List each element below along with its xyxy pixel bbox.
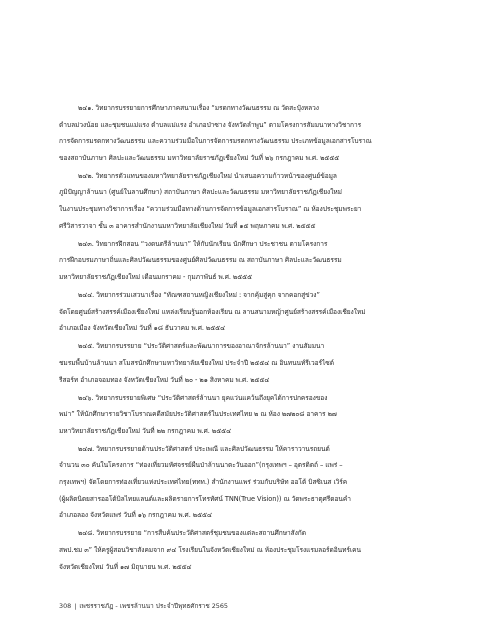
entry-text-line: อำเภอลอง จังหวัดแพร่ วันที่ ๑๖ กรกฎาคม พ.ศ. ๒๕๕๔ <box>59 511 212 520</box>
entry-text-line: ภูมิปัญญาล้านนา (ศูนย์ในลานศึกษา) สถาบันภาษา ศิลปะและวัฒนธรรม มหาวิทยาลัยราชภัฏเชียงใหม่ <box>59 188 342 197</box>
entry-text-line: การจัดการมรดกทางวัฒนธรรม และความร่วมมือในการจัดการมรดกทางวัฒนธรรม ประเภทข้อมูลเอกสารโบราณ <box>59 137 372 146</box>
entry-text-line: สพป.ชม ๓” ให้ครูผู้สอนวิชาสังคมจาก ๙๔ โรงเรียนในจังหวัดเชียงใหม่ ณ ห้องประชุมโรงแรมลอร์ดอินทร์เคน <box>59 545 361 554</box>
list-item <box>59 287 472 337</box>
page-footer <box>59 601 228 611</box>
list-item <box>59 525 472 575</box>
entry-text-line: รีสอร์ท อำเภอจอมทอง จังหวัดเชียงใหม่ วันที่ ๒๐ - ๒๑ สิงหาคม พ.ศ. ๒๕๕๔ <box>59 375 270 384</box>
list-item <box>59 100 472 166</box>
book-title: เพชรราชภัฏ - เพชรล้านนา ประจำปีพุทธศักราช 2565 <box>79 602 229 610</box>
entry-text-line: พม่า” ให้นักศึกษารายวิชาโบราณคดีสมัยประวัติศาสตร์ในประเทศไทย ๒ ณ ห้อง ๒๗๒๐๘ อาคาร ๒๗ <box>59 410 337 419</box>
entry-text-line: จำนวน ๓๐ คันในโครงการ “ท่องเที่ยวมหัศจรรย์ผืนป่าล้านนาตะวันออก”(กรุงเทพฯ – อุตรดิตถ์ – แพร่ – <box>59 461 343 470</box>
entry-text-line: จัดโดยศูนย์สร้างสรรค์เมืองเชียงใหม่ แหล่งเรียนรู้นอกห้องเรียน ณ ลานสนามหญ้าศูนย์สร้างสรรค์เมืองเชียงใหม่ <box>59 307 366 316</box>
list-item <box>59 168 472 234</box>
list-item <box>59 338 472 388</box>
entry-text-line: ๒๔๗. วิทยากรบรรยายด้านประวัติศาสตร์ ประเพณี และศิลปวัฒนธรรม ให้คาราวานรถยนต์ <box>78 444 330 453</box>
entry-text-line: อำเภอเมือง จังหวัดเชียงใหม่ วันที่ ๑๘ ธันวาคม พ.ศ. ๒๕๕๔ <box>59 324 226 333</box>
entry-text-line: การฝึกอบรมภาษาถิ่นและศิลปวัฒนธรรมของศูนย์ศิลปวัฒนธรรม ณ สถาบันภาษา ศิลปะและวัฒนธรรม <box>59 256 342 265</box>
entry-text-line: ศรีวิสารวาจา ชั้น ๓ อาคารสำนักงานมหาวิทยาลัยเชียงใหม่ วันที่ ๑๕ พฤษภาคม พ.ศ. ๒๕๕๕ <box>59 221 316 230</box>
entry-text-line: ๒๔๑. วิทยากรบรรยายการศึกษาภาคสนามเรื่อง “มรดกทางวัฒนธรรม ณ วัดสะปุ๋งหลวง <box>78 104 319 112</box>
entry-text-line: มหาวิทยาลัยราชภัฏเชียงใหม่ เดือนมกราคม - กุมภาพันธ์ พ.ศ. ๒๕๕๕ <box>59 272 253 281</box>
entry-text-line: ๒๔๘. วิทยากรบรรยาย “การสืบค้นประวัติศาสตร์ชุมชนของแต่ละสถานศึกษาสังกัด <box>78 529 306 538</box>
footer-separator: | <box>74 602 77 610</box>
entry-text-line: ๒๔๕. วิทยากรบรรยาย “ประวัติศาสตร์และพัฒนาการของอาณาจักรล้านนา” งานสัมมนา <box>78 342 325 351</box>
entry-text-line: ชมรมพื้นบ้านล้านนา สโมสรนักศึกษามหาวิทยาลัยเชียงใหม่ ประจำปี ๒๕๕๔ ณ อินทนนท์รีเวอร์ไซด์ <box>59 358 334 367</box>
entry-text-line: ๒๔๔. วิทยากรร่วมเสวนาเรื่อง “ทัณฑสถานหญิงเชียงใหม่ : จากคุ้มสู่คุก จากคอกสู่ข่วง” <box>78 291 320 300</box>
entry-text-line: มหาวิทยาลัยราชภัฏเชียงใหม่ วันที่ ๒๒ กรกฎาคม พ.ศ. ๒๕๕๔ <box>59 426 232 435</box>
entry-text-line: ๒๔๒. วิทยากรตัวแทนของมหาวิทยาลัยราชภัฏเชียงใหม่ นำเสนอความก้าวหน้าของศูนย์ข้อมูล <box>78 171 337 180</box>
entry-text-line: ๒๔๖. วิทยากรบรรยายพิเศษ “ประวัติศาสตร์ล้านนา ยุคแว่นแคว้นถึงยุคได้การปกครองของ <box>78 393 328 402</box>
list-item <box>59 236 472 286</box>
entry-text-line: กรุงเทพฯ) จัดโดยการท่องเที่ยวแห่งประเทศไทย(ททท.) สำนักงานแพร่ ร่วมกับบริษัท ออโต้ บิสซิเนส เวิร์ค <box>59 478 348 487</box>
entry-text-line: ของสถาบันภาษา ศิลปะและวัฒนธรรม มหาวิทยาลัยราชภัฏเชียงใหม่ วันที่ ๒๖ กรกฎาคม พ.ศ. ๒๕๕๕ <box>59 153 340 162</box>
list-item <box>59 390 472 440</box>
entry-text-line: ในงานประชุมทางวิชาการเรื่อง “ความร่วมมือทางด้านการจัดการข้อมูลเอกสารโบราณ” ณ ห้องประชุมพระยา <box>59 205 362 214</box>
entry-text-line: ตำบลม่วงน้อย และชุมชนแม่แรง ตำบลแม่แรง อำเภอป่าซาง จังหวัดลำพูน” ตามโครงการสัมมนาทางวิชาการ <box>59 120 362 129</box>
entry-text-line: (ผู้ผลิตนิตยสารออโต้บิลไทยแลนด์และผลิตรายการโทรทัศน์ TNN(True Vision)) ณ วัดพระธาตุศรีดอนคำ <box>59 494 351 503</box>
page-number: 308 <box>59 602 72 610</box>
list-item <box>59 441 472 524</box>
entry-text-line: จังหวัดเชียงใหม่ วันที่ ๑๗ มิถุนายน พ.ศ. ๒๕๕๔ <box>59 562 192 571</box>
entry-text-line: ๒๔๓. วิทยากรฝึกสอน “วงดนตรีล้านนา” ให้กับนักเรียน นักศึกษา ประชาชน ตามโครงการ <box>78 239 328 248</box>
page-body <box>59 100 472 577</box>
